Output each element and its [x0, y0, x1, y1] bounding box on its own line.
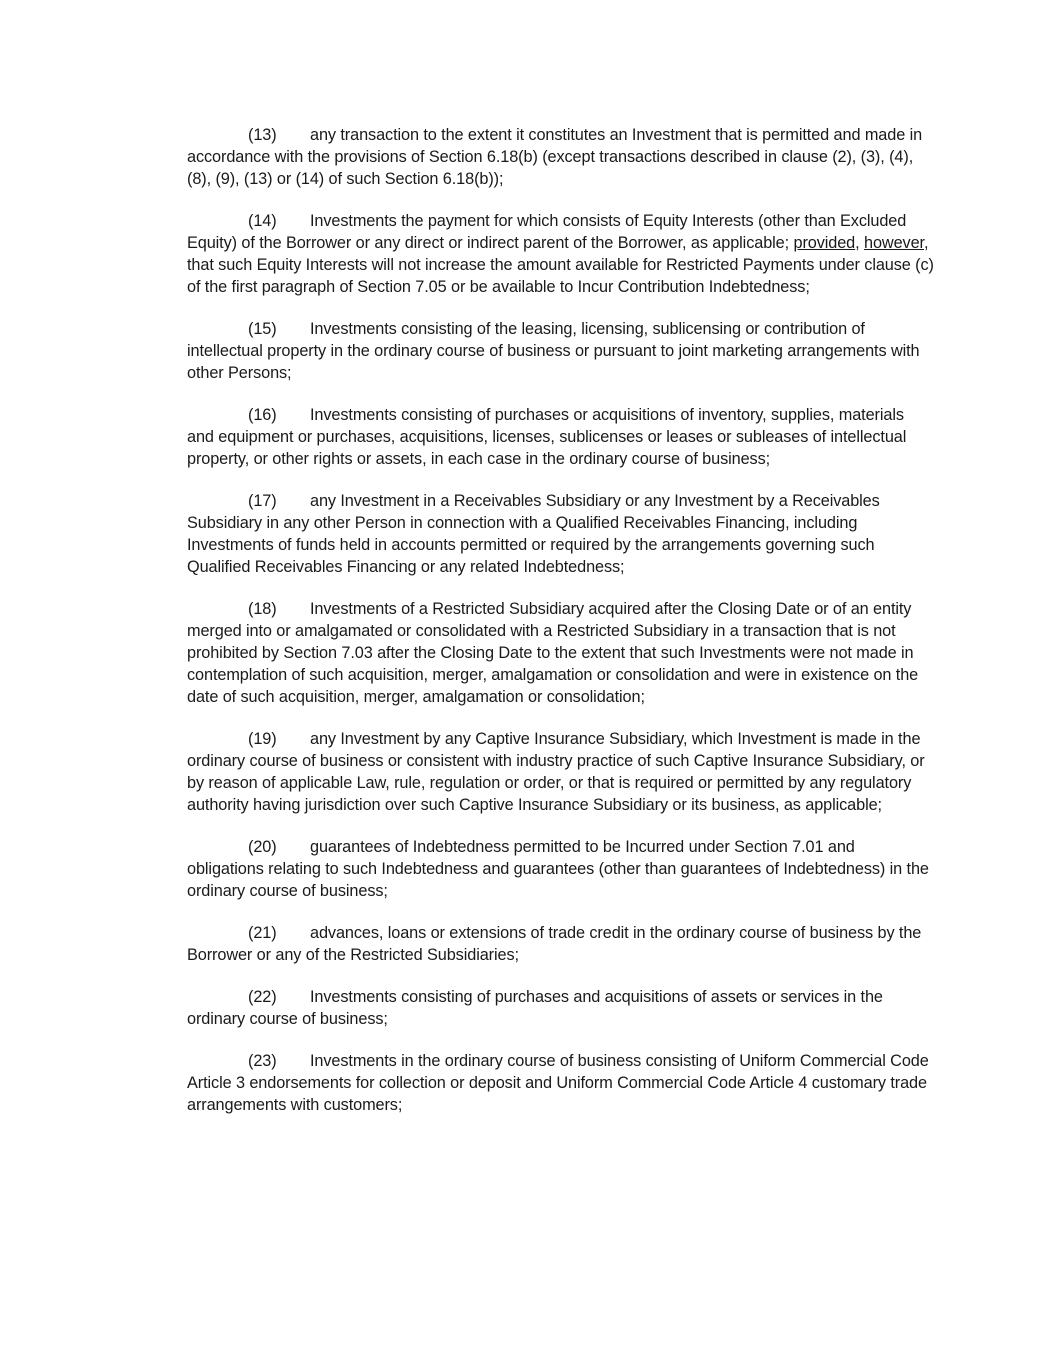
clause-text: Investments consisting of the leasing, licensing, sublicensing or contribution of intellectual property in the ordinary course of business or pursuant to joint marketing arrangements with other Persons;: [187, 320, 920, 382]
clause-text: any Investment in a Receivables Subsidiary or any Investment by a Receivables Subsidiary in any other Person in connection with a Qualified Receivables Financing, including Investments of funds held in accounts permitted or required by the arrangements governing such Qualified Receivables Financing or any related Indebtedness;: [187, 492, 880, 576]
clause-14: [187, 210, 935, 298]
clause-21: [187, 922, 935, 966]
clause-17: [187, 490, 935, 578]
clause-22: [187, 986, 935, 1030]
however-term: however: [864, 234, 924, 252]
clause-text: Investments consisting of purchases and acquisitions of assets or services in the ordinary course of business;: [187, 988, 883, 1028]
clause-number: (17): [248, 492, 277, 510]
clause-text-continued: , that such Equity Interests will not increase the amount available for Restricted Payments under clause (c) of the first paragraph of Section 7.05 or be available to Incur Contribution Indebtedness;: [187, 234, 934, 296]
clause-16: [187, 404, 935, 470]
clause-text: advances, loans or extensions of trade credit in the ordinary course of business by the Borrower or any of the Restricted Subsidiaries;: [187, 924, 922, 964]
clause-number: (14): [248, 212, 277, 230]
clause-number: (22): [248, 988, 277, 1006]
clause-20: [187, 836, 935, 902]
clause-number: (23): [248, 1052, 277, 1070]
clause-18: [187, 598, 935, 708]
clause-text: Investments consisting of purchases or acquisitions of inventory, supplies, materials and equipment or purchases, acquisitions, licenses, sublicenses or leases or subleases of intellectual property, or other rights or assets, in each case in the ordinary course of business;: [187, 406, 907, 468]
clause-text: any Investment by any Captive Insurance Subsidiary, which Investment is made in the ordinary course of business or consistent with industry practice of such Captive Insurance Subsidiary, or by reason of applicable Law, rule, regulation or order, or that is required or permitted by any regulatory authority having jurisdiction over such Captive Insurance Subsidiary or its business, as applicable;: [187, 730, 925, 814]
term-separator: ,: [855, 234, 864, 252]
clause-text: Investments of a Restricted Subsidiary acquired after the Closing Date or of an entity merged into or amalgamated or consolidated with a Restricted Subsidiary in a transaction that is not prohibited by Section 7.03 after the Closing Date to the extent that such Investments were not made in contemplation of such acquisition, merger, amalgamation or consolidation and were in existence on the date of such acquisition, merger, amalgamation or consolidation;: [187, 600, 919, 706]
document-body: [187, 124, 935, 1136]
clause-15: [187, 318, 935, 384]
clause-number: (15): [248, 320, 277, 338]
clause-19: [187, 728, 935, 816]
clause-text: any transaction to the extent it constitutes an Investment that is permitted and made in accordance with the provisions of Section 6.18(b) (except transactions described in clause (2), (3), (4), (8), (9), (13) or (14) of such Section 6.18(b));: [187, 126, 923, 188]
clause-13: [187, 124, 935, 190]
clause-text: guarantees of Indebtedness permitted to be Incurred under Section 7.01 and obligations relating to such Indebtedness and guarantees (other than guarantees of Indebtedness) in the ordinary course of business;: [187, 838, 929, 900]
clause-number: (13): [248, 126, 277, 144]
provided-term: provided: [793, 234, 856, 252]
clause-number: (16): [248, 406, 277, 424]
clause-number: (18): [248, 600, 277, 618]
clause-text: Investments in the ordinary course of business consisting of Uniform Commercial Code Article 3 endorsements for collection or deposit and Uniform Commercial Code Article 4 customary trade arrangements with customers;: [187, 1052, 929, 1114]
clause-number: (21): [248, 924, 277, 942]
clause-23: [187, 1050, 935, 1116]
clause-number: (19): [248, 730, 277, 748]
clause-number: (20): [248, 838, 277, 856]
clause-text: Investments the payment for which consists of Equity Interests (other than Excluded Equity) of the Borrower or any direct or indirect parent of the Borrower, as applicable;: [187, 212, 907, 252]
